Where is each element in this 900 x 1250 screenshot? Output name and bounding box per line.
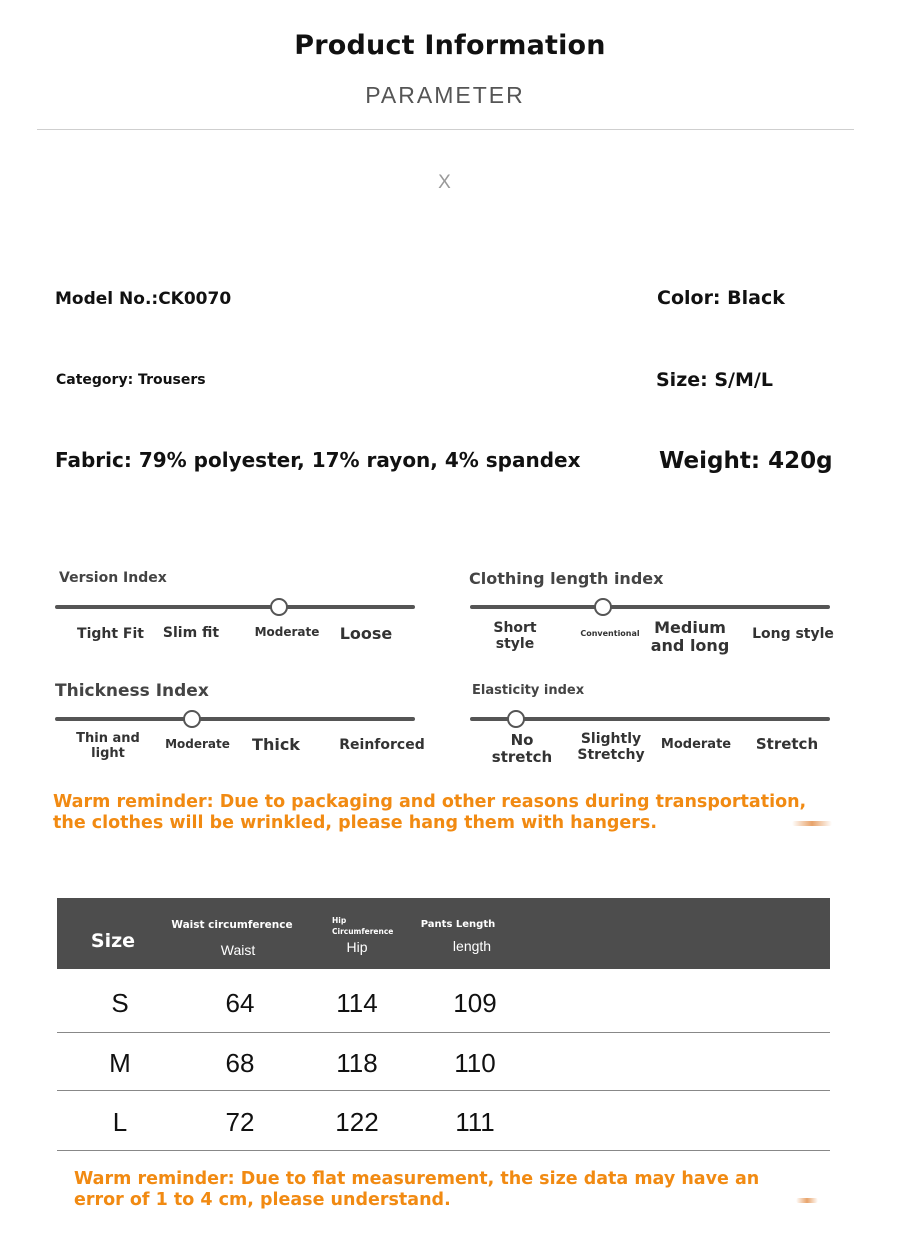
- length-option-long: Long style: [752, 626, 834, 642]
- decorative-smudge: [792, 821, 832, 826]
- cell-size: L: [112, 1107, 128, 1137]
- elasticity-option-stretch: Stretch: [755, 735, 819, 753]
- spec-size: Size: S/M/L: [656, 369, 773, 391]
- version-option-moderate: Moderate: [254, 625, 320, 639]
- cell-size: M: [109, 1048, 131, 1078]
- length-index-title: Clothing length index: [469, 569, 664, 588]
- spec-model: Model No.:CK0070: [55, 289, 232, 309]
- cell-length: 111: [455, 1107, 495, 1137]
- cell-length: 110: [454, 1048, 496, 1078]
- thickness-option-thick: Thick: [252, 735, 300, 754]
- page-subtitle: PARAMETER: [365, 82, 525, 108]
- header-size: Size: [90, 930, 136, 952]
- decorative-smudge: [796, 1198, 818, 1203]
- reminder-packaging: Warm reminder: Due to packaging and other reasons during transportation, the clothes will be wrinkled, please hang them with hangers.: [53, 792, 807, 833]
- header-length-desc: Pants Length: [420, 919, 496, 930]
- elasticity-option-moderate: Moderate: [660, 737, 732, 752]
- elasticity-option-slightly-stretchy: Slightly Stretchy: [577, 731, 645, 764]
- spec-color: Color: Black: [657, 287, 785, 309]
- thickness-index-knob[interactable]: [183, 710, 201, 728]
- header-hip: Hip: [346, 939, 368, 955]
- version-option-slim-fit: Slim fit: [162, 625, 220, 641]
- spec-category: Category: Trousers: [56, 372, 206, 388]
- cell-waist: 72: [225, 1107, 255, 1137]
- size-table-header: [57, 898, 830, 969]
- length-index-track: [470, 605, 830, 609]
- elasticity-option-no-stretch: No stretch: [491, 731, 553, 767]
- version-option-loose: Loose: [339, 624, 393, 643]
- header-hip-desc-1: Hip: [332, 916, 347, 925]
- cell-waist: 64: [225, 988, 255, 1018]
- thickness-index-title: Thickness Index: [55, 681, 209, 701]
- cell-waist: 68: [225, 1048, 255, 1078]
- version-option-tight-fit: Tight Fit: [77, 626, 144, 642]
- elasticity-index-knob[interactable]: [507, 710, 525, 728]
- x-mark: X: [438, 172, 451, 193]
- cell-length: 109: [453, 988, 497, 1018]
- header-waist-desc: Waist circumference: [171, 919, 293, 931]
- cell-hip: 122: [335, 1107, 379, 1137]
- header-hip-desc-2: Circumference: [332, 927, 394, 936]
- thickness-index-track: [55, 717, 415, 721]
- length-option-conventional: Conventional: [580, 629, 640, 638]
- row-divider: [57, 1032, 830, 1033]
- thickness-option-reinforced: Reinforced: [339, 737, 425, 753]
- cell-size: S: [111, 988, 129, 1018]
- thickness-option-moderate: Moderate: [165, 737, 230, 751]
- spec-weight: Weight: 420g: [659, 448, 833, 474]
- thickness-option-thin-light: Thin and light: [76, 731, 140, 761]
- table-row: [0, 1048, 900, 1078]
- version-index-track: [55, 605, 415, 609]
- table-row: [0, 988, 900, 1018]
- length-option-medium-long: Medium and long: [650, 618, 730, 656]
- row-divider: [57, 1150, 830, 1151]
- header-divider: [37, 129, 854, 130]
- length-index-knob[interactable]: [594, 598, 612, 616]
- row-divider: [57, 1090, 830, 1091]
- header-waist: Waist: [220, 942, 256, 958]
- cell-hip: 114: [336, 988, 378, 1018]
- page-title: Product Information: [294, 30, 606, 61]
- cell-hip: 118: [336, 1048, 378, 1078]
- version-index-knob[interactable]: [270, 598, 288, 616]
- header-length: length: [452, 938, 492, 954]
- version-index-title: Version Index: [59, 570, 167, 586]
- spec-fabric: Fabric: 79% polyester, 17% rayon, 4% spandex: [55, 448, 581, 472]
- length-option-short: Short style: [493, 620, 537, 653]
- reminder-measurement: Warm reminder: Due to flat measurement, the size data may have an error of 1 to 4 cm, please understand.: [74, 1169, 760, 1210]
- elasticity-index-title: Elasticity index: [472, 683, 585, 698]
- table-row: [0, 1107, 900, 1137]
